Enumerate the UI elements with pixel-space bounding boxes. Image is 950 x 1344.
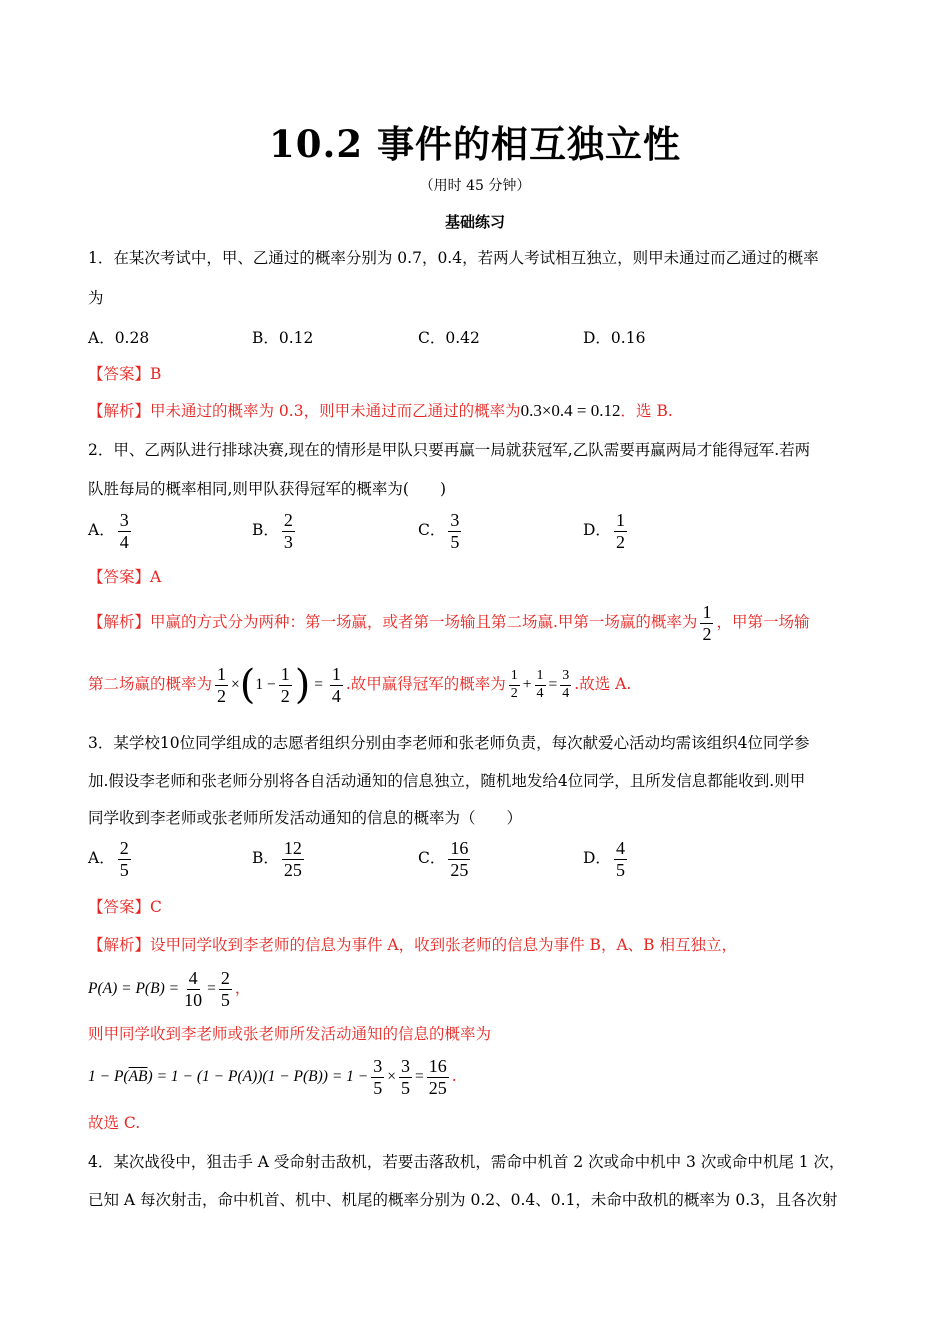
numerator: 1	[217, 663, 227, 684]
q4-stem-line2: 已知 A 每次射击，命中机首、机中、机尾的概率分别为 0.2、0.4、0.1，未命中敌机的概率为 0.3，且各次射	[88, 1191, 838, 1209]
q2-stem-line2: 队胜每局的概率相同,则甲队获得冠军的概率为( )	[88, 480, 447, 498]
q2-analysis-text-d: .故甲赢得冠军的概率为	[345, 675, 506, 693]
time-limit: （用时 45 分钟）	[419, 178, 531, 194]
fraction	[219, 968, 232, 1010]
eq2-left: 1 − P(	[88, 1068, 129, 1085]
numerator: 3	[373, 1055, 383, 1076]
q1-option-b: B．0.12	[252, 329, 314, 347]
eq-tail: ，	[234, 979, 251, 997]
numerator: 3	[401, 1055, 410, 1076]
q3-option-a	[88, 838, 134, 880]
numerator: 3	[560, 668, 571, 685]
q3-conclusion: 故选 C.	[88, 1114, 141, 1132]
q1-analysis-tail: ．选 B.	[620, 402, 673, 420]
fraction	[700, 602, 713, 644]
denominator: 2	[702, 623, 712, 644]
q3-stem-line1: 3．某学校10位同学组成的志愿者组织分别由李老师和张老师负责，每次献爱心活动均需该组织4位同学参	[88, 734, 810, 752]
denominator: 2	[510, 685, 518, 701]
denominator: 25	[283, 859, 302, 880]
q2-stem-line1: 2．甲、乙两队进行排球决赛,现在的情形是甲队只要再赢一局就获冠军,乙队需要再赢两局才能得冠军.若两	[88, 441, 811, 459]
fraction	[215, 664, 228, 706]
denominator: 5	[119, 859, 129, 880]
option-letter: D．	[583, 849, 611, 868]
fraction	[614, 838, 627, 880]
denominator: 3	[283, 531, 293, 552]
q3-analysis-line1: 【解析】设甲同学收到李老师的信息为事件 A，收到张老师的信息为事件 B，A、B 相互独立，	[88, 936, 737, 954]
option-letter: B．	[252, 521, 279, 540]
fraction	[560, 668, 571, 701]
q1-option-c: C．0.42	[418, 329, 480, 347]
q3-option-c	[418, 838, 473, 880]
fraction	[182, 968, 204, 1010]
q1-analysis	[88, 401, 868, 421]
fraction	[371, 1056, 384, 1098]
fraction	[448, 838, 470, 880]
fraction	[118, 838, 131, 880]
fraction	[279, 664, 292, 706]
q1-answer: 【答案】B	[88, 365, 162, 383]
fraction	[535, 668, 546, 701]
denominator: 5	[450, 531, 460, 552]
q2-analysis-text-b: ，甲第一场输	[716, 613, 810, 631]
q2-analysis-text-e: .故选 A.	[574, 675, 632, 693]
fraction	[282, 838, 304, 880]
numerator: 3	[119, 510, 129, 530]
q2-analysis-text: 【解析】甲赢的方式分为两种：第一场赢，或者第一场输且第二场赢.甲第一场赢的概率为	[88, 613, 698, 631]
q2-option-d	[583, 510, 630, 552]
section-heading: 基础练习	[444, 213, 505, 231]
denominator: 5	[220, 989, 230, 1010]
page-title: 10.2 事件的相互独立性	[269, 122, 681, 166]
numerator: 12	[283, 838, 302, 858]
q1-stem-line2: 为	[88, 289, 104, 307]
fraction	[448, 510, 461, 552]
q1-stem-line1: 1．在某次考试中，甲、乙通过的概率分别为 0.7，0.4，若两人考试相互独立，则甲未通过而乙通过的概率	[88, 249, 819, 267]
numerator: 2	[119, 838, 129, 858]
eq2-mid: ) = 1 − (1 − P(A))(1 − P(B)) = 1 −	[147, 1068, 369, 1085]
q3-answer: 【答案】C	[88, 898, 162, 916]
q1-option-a: A．0.28	[88, 329, 150, 347]
denominator: 10	[184, 989, 203, 1010]
numerator: 1	[535, 668, 546, 685]
fraction	[614, 510, 627, 552]
denominator: 2	[280, 685, 290, 706]
numerator: 2	[283, 510, 293, 530]
denominator: 25	[450, 859, 469, 880]
option-letter: C．	[418, 521, 446, 540]
numerator: 16	[428, 1055, 447, 1076]
denominator: 5	[401, 1077, 410, 1098]
denominator: 4	[331, 685, 341, 706]
numerator: 1	[615, 510, 625, 530]
numerator: 1	[509, 668, 520, 685]
q2-analysis-line1	[88, 598, 868, 646]
option-letter: C．	[418, 849, 446, 868]
denominator: 25	[428, 1077, 447, 1098]
option-letter: A．	[88, 849, 115, 868]
option-letter: D．	[583, 521, 611, 540]
fraction	[509, 668, 520, 701]
denominator: 4	[562, 685, 570, 701]
numerator: 1	[331, 663, 341, 684]
q2-option-c	[418, 510, 464, 552]
q3-stem-line2: 加.假设李老师和张老师分别将各自活动通知的信息独立，随机地发给4位同学，且所发信息都能收到.则甲	[88, 772, 806, 790]
numerator: 16	[450, 838, 469, 858]
q2-analysis-line2	[88, 658, 868, 711]
fraction	[330, 664, 343, 706]
denominator: 2	[615, 531, 625, 552]
numerator: 4	[615, 838, 625, 858]
denominator: 4	[536, 685, 544, 701]
q3-analysis-line2: 则甲同学收到李老师或张老师所发活动通知的信息的概率为	[88, 1025, 492, 1043]
q2-option-b	[252, 510, 298, 552]
fraction	[427, 1056, 449, 1098]
q3-equation-2: $1 - P(\overline{AB}) = 1 - (1 - P(A))(1 - P(B)) = 1$ − $\frac{3}{5}$ × $\frac{3}{5}$ = $\frac{16}{25}$ .	[88, 1055, 457, 1098]
eq2-complement: $\overline{AB}$	[128, 1068, 148, 1085]
numerator: 4	[188, 967, 198, 988]
q2-formula: $\frac{1}{2}$ ×(1 − $\frac{1}{2}$ ) = $\frac{1}{4}$	[217, 662, 341, 708]
q4-stem-line1: 4．某次战役中，狙击手 A 受命射击敌机，若要击落敌机，需命中机首 2 次或命中机中 3 次或命中机尾 1 次，	[88, 1153, 845, 1171]
fraction	[399, 1056, 412, 1098]
q3-option-b	[252, 838, 307, 880]
option-letter: A．	[88, 521, 115, 540]
numerator: 3	[450, 510, 460, 530]
q2-sum: $\frac{1}{2}$ + $\frac{1}{4}$ = $\frac{3}{4}$	[510, 668, 570, 701]
eq-left: P(A) = P(B) =	[88, 980, 180, 997]
denominator: 5	[615, 859, 625, 880]
denominator: 5	[373, 1077, 383, 1098]
denominator: 4	[119, 531, 129, 552]
q2-option-a	[88, 510, 134, 552]
numerator: 1	[702, 601, 712, 622]
q1-analysis-math: 0.3×0.4 = 0.12	[520, 401, 621, 420]
q2-analysis-text-c: 第二场赢的概率为	[88, 675, 213, 693]
denominator: 2	[217, 685, 227, 706]
fraction	[118, 510, 131, 552]
q3-stem-line3: 同学收到李老师或张老师所发活动通知的信息的概率为（ ）	[88, 809, 523, 827]
option-letter: B．	[252, 849, 279, 868]
q1-analysis-text: 【解析】甲未通过的概率为 0.3，则甲未通过而乙通过的概率为	[88, 402, 521, 420]
q3-equation-1: P(A) = P(B) = $\frac{4}{10}$ = $\frac{2}{5}$ ，	[88, 967, 251, 1010]
q2-answer: 【答案】A	[88, 568, 162, 586]
q1-option-d: D．0.16	[583, 329, 646, 347]
fraction	[282, 510, 295, 552]
q3-option-d	[583, 838, 630, 880]
numerator: 2	[220, 967, 230, 988]
numerator: 1	[280, 663, 290, 684]
